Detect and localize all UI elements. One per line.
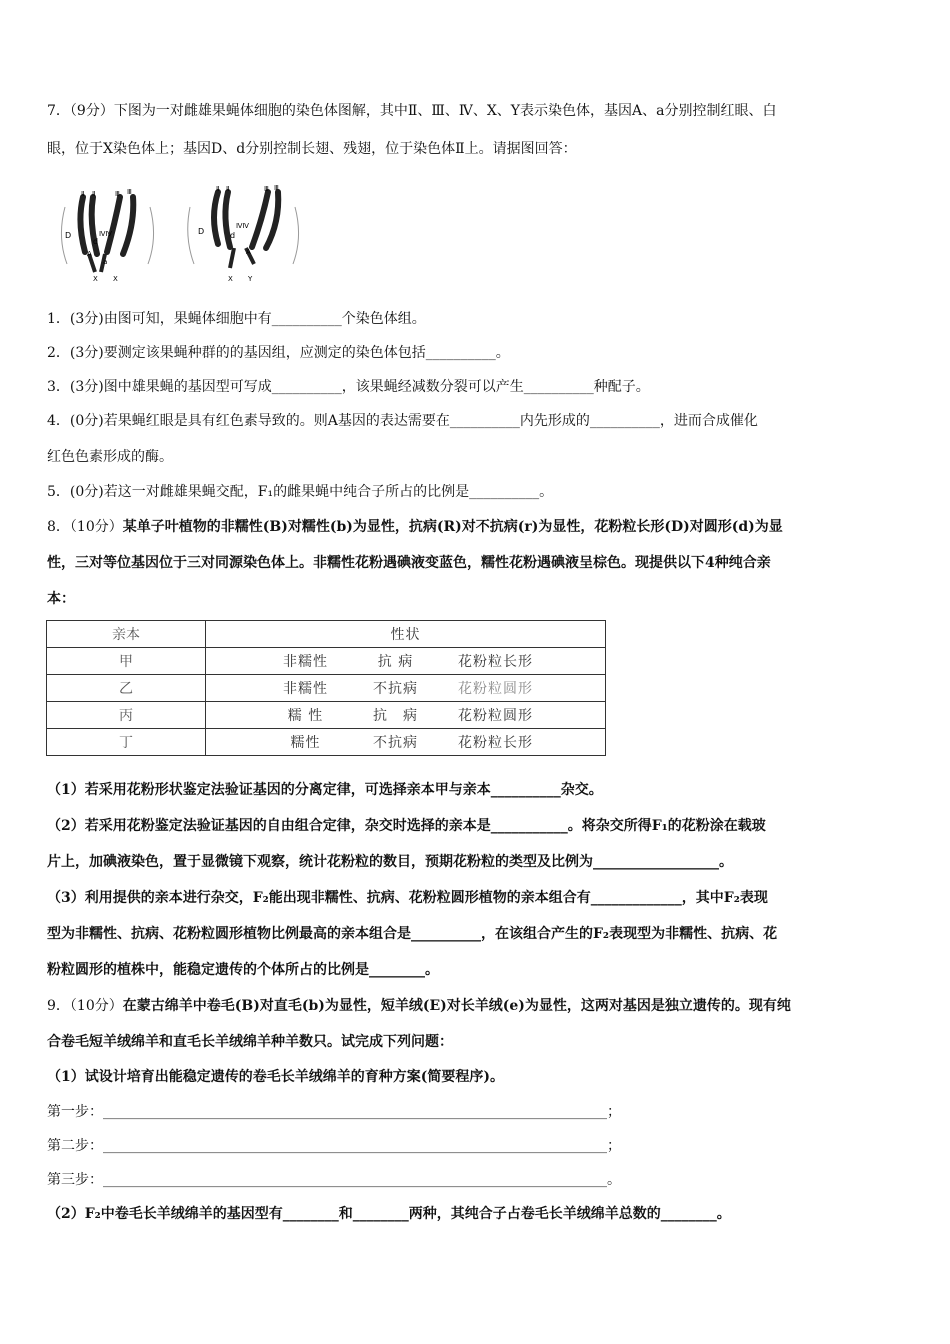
traits-cell [206,648,606,675]
table-header-row [47,621,606,648]
q8-part3-line1: （3）利用提供的亲本进行杂交，F₂能出现非糯性、抗病、花粉粒圆形植物的亲本组合有_____________，其中F₂表现 [47,890,768,906]
trait-3: 花粉粒圆形 [458,681,533,697]
female-gene-A: A [87,250,92,258]
trait-1: 糯性 [290,735,321,751]
male-roman-ii-1: Ⅱ [216,185,220,193]
female-roman-ii-1: Ⅱ [81,190,85,198]
parent-cell: 乙 [47,675,206,702]
parent-traits-table [46,620,606,756]
male-gene-D: D [198,227,205,236]
trait-1: 糯 性 [287,708,324,724]
table-row [47,648,606,675]
male-y: Y [248,275,253,282]
male-iv-label: ⅣⅣ [236,222,249,230]
q8-part2-line1: （2）若采用花粉鉴定法验证基因的自由组合定律，杂交时选择的亲本是___________。将杂交所得F₁的花粉涂在载玻 [47,818,766,834]
q9-step2: 第二步：________________________________________________________________________； [47,1138,621,1154]
q9-step3: 第三步：________________________________________________________________________。 [47,1172,621,1188]
female-iv-label: ⅣⅣ [99,230,112,238]
trait-1: 非糯性 [283,654,328,670]
q9-line1 [47,996,907,1016]
q7-sub3: 3．(3分)图中雄果蝇的基因型可写成__________，该果蝇经减数分裂可以产生__________种配子。 [47,379,650,395]
q9-line2: 合卷毛短羊绒绵羊和直毛长羊绒绵羊种羊数只。试完成下列问题： [47,1034,453,1050]
header-parent: 亲本 [47,621,206,648]
q7-line2: 眼，位于X染色体上；基因D、d分别控制长翅、残翅，位于染色体Ⅱ上。请据图回答： [47,141,577,157]
q9-stem-1: 在蒙古绵羊中卷毛(B)对直毛(b)为显性，短羊绒(E)对长羊绒(e)为显性，这两对基因是独立遗传的。现有纯 [122,998,791,1014]
male-gene-A: A [246,248,251,256]
male-chromosomes [188,184,299,282]
q7-sub2: 2．(3分)要测定该果蝇种群的的基因组，应测定的染色体包括__________。 [47,345,510,361]
parent-cell: 丁 [47,729,206,756]
q9-number: 9．（10分） [47,998,123,1014]
q8-stem-1: 某单子叶植物的非糯性(B)对糯性(b)为显性，抗病(R)对不抗病(r)为显性，花粉粒长形(D)对圆形(d)为显 [122,519,783,535]
table-row [47,675,606,702]
female-x2: X [113,275,118,282]
q7-sub4-line2: 红色色素形成的酶。 [47,449,173,465]
chromosome-figure [55,182,315,282]
q8-part3-line3: 粉粒圆形的植株中，能稳定遗传的个体所占的比例是________。 [47,962,439,978]
trait-2: 抗 病 [377,654,414,670]
female-gene-d: d [93,237,99,246]
female-roman-ii-2: Ⅱ [92,190,96,198]
q8-part1: （1）若采用花粉形状鉴定法验证基因的分离定律，可选择亲本甲与亲本__________杂交。 [47,782,603,798]
female-gene-D: D [65,231,72,240]
q8-number: 8．（10分） [47,519,123,535]
trait-3: 花粉粒长形 [458,654,533,670]
parent-cell: 甲 [47,648,206,675]
q7-sub5: 5．(0分)若这一对雌雄果蝇交配，F₁的雌果蝇中纯合子所占的比例是__________。 [47,484,554,500]
traits-cell [206,675,606,702]
q7-line1: 7．（9分）下图为一对雌雄果蝇体细胞的染色体图解，其中Ⅱ、Ⅲ、Ⅳ、X、Y表示染色体，基因A、a分别控制红眼、白 [47,103,777,119]
male-roman-iii-2: Ⅲ [274,184,279,192]
trait-1: 非糯性 [283,681,328,697]
trait-2: 抗 病 [373,708,418,724]
q8-part2-line2: 片上，加碘液染色，置于显微镜下观察，统计花粉粒的数目，预期花粉粒的类型及比例为__________________。 [47,854,733,870]
female-chromosomes [61,188,153,282]
traits-cell [206,729,606,756]
q7-sub1: 1．(3分)由图可知，果蝇体细胞中有__________个染色体组。 [47,311,426,327]
trait-2: 不抗病 [373,735,418,751]
header-traits: 性状 [206,621,606,648]
female-roman-iii-2: Ⅲ [127,188,132,196]
q8-line1 [47,517,907,537]
trait-3: 花粉粒圆形 [458,708,533,724]
male-gene-d: d [230,231,236,240]
q9-part1: （1）试设计培育出能稳定遗传的卷毛长羊绒绵羊的育种方案(简要程序)。 [47,1069,504,1085]
q9-part2: （2）F₂中卷毛长羊绒绵羊的基因型有________和________两种，其纯合子占卷毛长羊绒绵羊总数的________。 [47,1206,731,1222]
female-roman-iii-1: Ⅲ [115,190,120,198]
table-row [47,702,606,729]
trait-3: 花粉粒长形 [458,735,533,751]
q8-line3: 本： [47,591,75,607]
female-x1: X [93,275,98,282]
male-roman-iii-1: Ⅲ [264,185,269,193]
traits-cell [206,702,606,729]
female-gene-a: a [103,258,108,266]
male-roman-ii-2: Ⅱ [226,185,230,193]
q8-part3-line2: 型为非糯性、抗病、花粉粒圆形植物比例最高的亲本组合是__________，在该组合产生的F₂表现型为非糯性、抗病、花 [47,926,778,942]
male-x: X [228,275,233,282]
q7-sub4-line1: 4．(0分)若果蝇红眼是具有红色素导致的。则A基因的表达需要在__________内先形成的__________，进而合成催化 [47,413,758,429]
table-row [47,729,606,756]
q9-step1: 第一步：________________________________________________________________________； [47,1104,621,1120]
trait-2: 不抗病 [373,681,418,697]
parent-cell: 丙 [47,702,206,729]
q8-line2: 性，三对等位基因位于三对同源染色体上。非糯性花粉遇碘液变蓝色，糯性花粉遇碘液呈棕色。现提供以下4种纯合亲 [47,555,771,571]
